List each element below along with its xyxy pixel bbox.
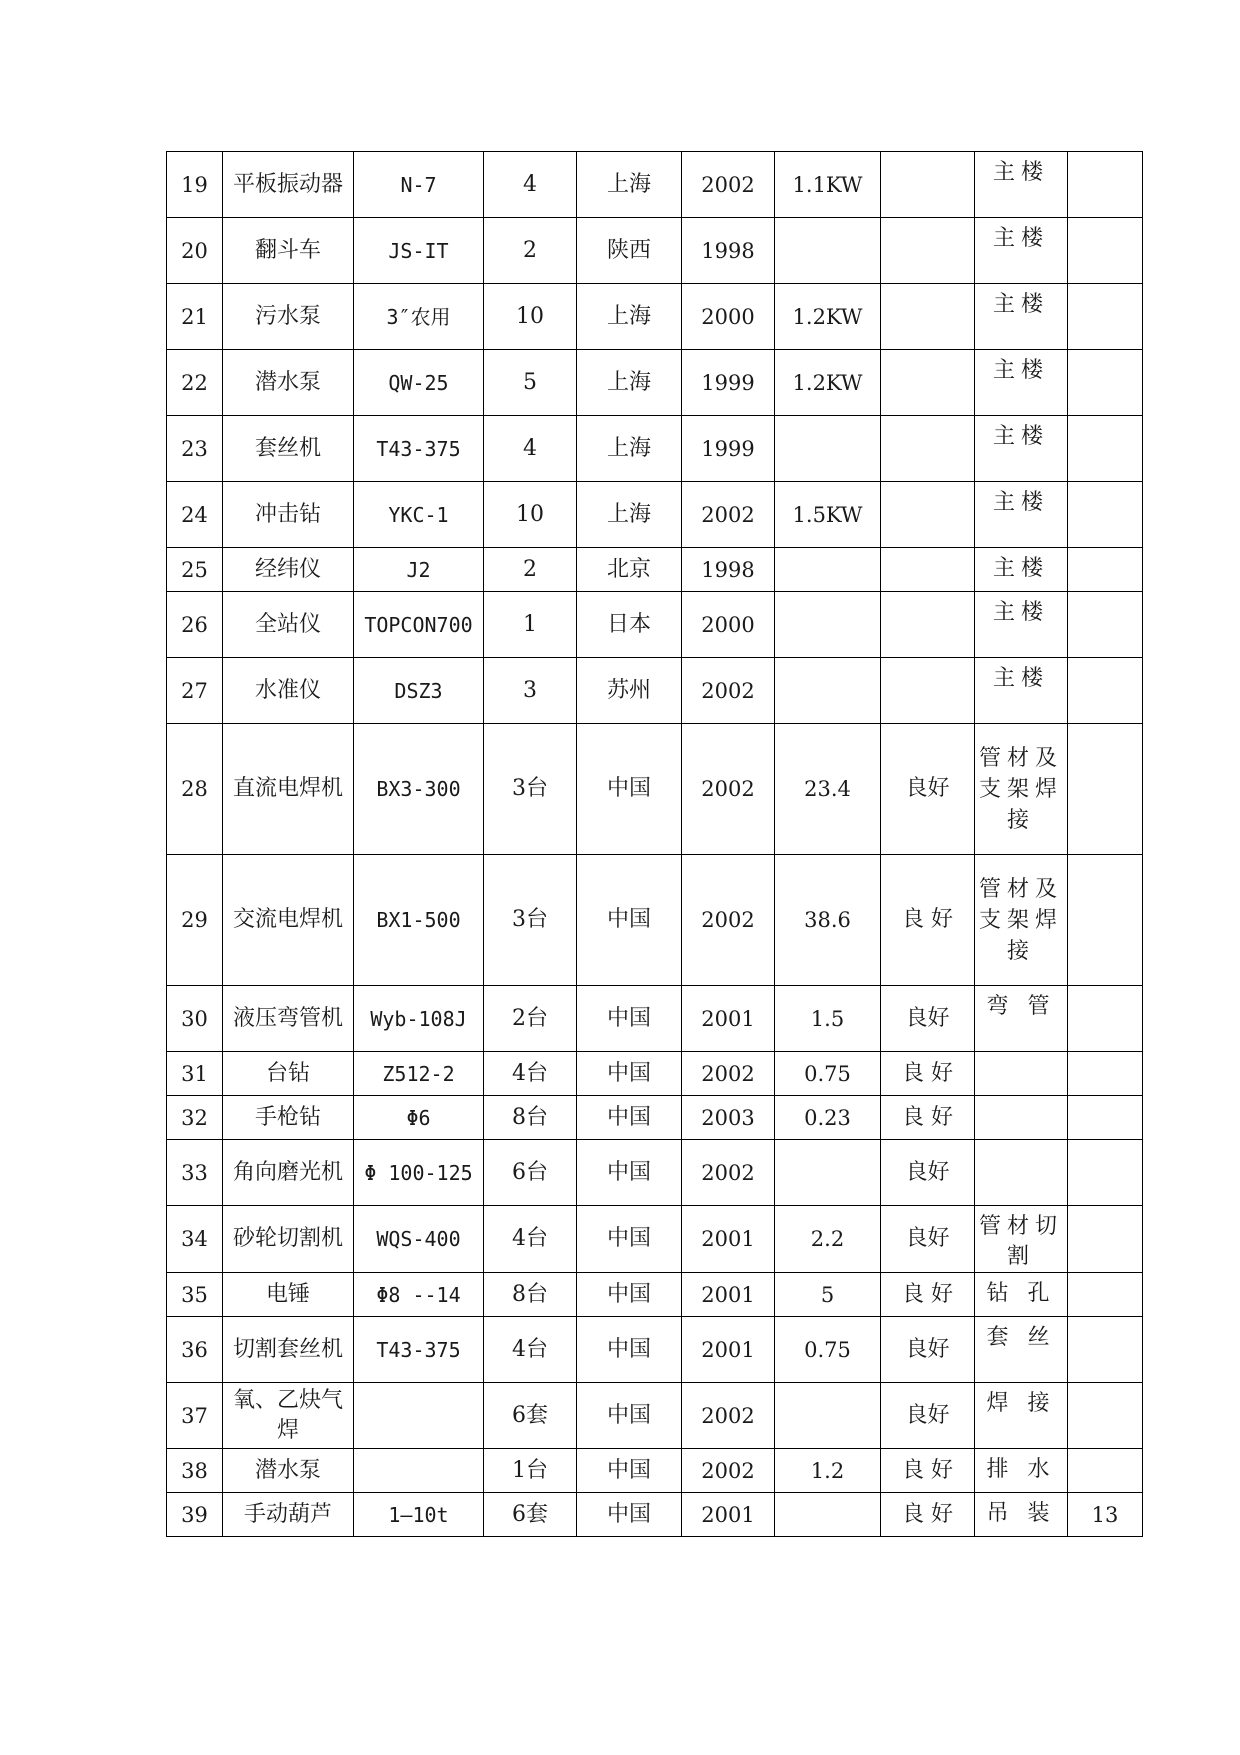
- condition-cell: 良 好: [881, 1273, 975, 1317]
- origin-cell: 中国: [577, 1096, 682, 1140]
- condition-cell: 良 好: [881, 1096, 975, 1140]
- model-spec-cell: QW-25: [354, 350, 484, 416]
- table-row: [167, 1206, 1143, 1273]
- equipment-name-cell: 冲击钻: [223, 482, 354, 548]
- condition-cell: [881, 416, 975, 482]
- usage-location-cell: 主楼: [975, 592, 1068, 658]
- usage-location-cell: 主楼: [975, 482, 1068, 548]
- condition-cell: [881, 350, 975, 416]
- note-cell: [1068, 1317, 1143, 1383]
- year-cell: 2001: [682, 1493, 775, 1537]
- power-cell: 38.6: [775, 855, 881, 986]
- model-spec-cell: T43-375: [354, 416, 484, 482]
- power-cell: 1.2KW: [775, 350, 881, 416]
- usage-location-cell: 焊 接: [975, 1383, 1068, 1449]
- power-cell: [775, 1383, 881, 1449]
- note-cell: [1068, 1383, 1143, 1449]
- table-row: [167, 855, 1143, 986]
- equipment-name-cell: 砂轮切割机: [223, 1206, 354, 1273]
- quantity-cell: 3台: [484, 855, 577, 986]
- condition-cell: [881, 548, 975, 592]
- model-spec-cell: WQS-400: [354, 1206, 484, 1273]
- usage-location-cell: 主楼: [975, 658, 1068, 724]
- equipment-name-cell: 水准仪: [223, 658, 354, 724]
- table-row: [167, 152, 1143, 218]
- note-cell: [1068, 1449, 1143, 1493]
- year-cell: 2002: [682, 482, 775, 548]
- usage-location-cell: 套 丝: [975, 1317, 1068, 1383]
- origin-cell: 上海: [577, 482, 682, 548]
- table-row: [167, 482, 1143, 548]
- equipment-name-cell: 手动葫芦: [223, 1493, 354, 1537]
- item-number-cell: 29: [167, 855, 223, 986]
- note-cell: [1068, 658, 1143, 724]
- usage-location-cell: 主楼: [975, 284, 1068, 350]
- table-row: [167, 416, 1143, 482]
- table-row: [167, 350, 1143, 416]
- usage-location-cell: 主楼: [975, 548, 1068, 592]
- equipment-name-cell: 潜水泵: [223, 1449, 354, 1493]
- origin-cell: 中国: [577, 1383, 682, 1449]
- table-row: [167, 592, 1143, 658]
- usage-location-cell: 主楼: [975, 218, 1068, 284]
- equipment-name-cell: 平板振动器: [223, 152, 354, 218]
- table-row: [167, 1493, 1143, 1537]
- origin-cell: 陕西: [577, 218, 682, 284]
- condition-cell: [881, 658, 975, 724]
- condition-cell: 良 好: [881, 1449, 975, 1493]
- note-cell: 13: [1068, 1493, 1143, 1537]
- usage-location-cell: 主楼: [975, 416, 1068, 482]
- usage-location-cell: [975, 1140, 1068, 1206]
- origin-cell: 中国: [577, 1493, 682, 1537]
- note-cell: [1068, 724, 1143, 855]
- year-cell: 2002: [682, 855, 775, 986]
- origin-cell: 中国: [577, 986, 682, 1052]
- usage-location-cell: 主楼: [975, 350, 1068, 416]
- note-cell: [1068, 1273, 1143, 1317]
- quantity-cell: 8台: [484, 1273, 577, 1317]
- power-cell: [775, 1493, 881, 1537]
- note-cell: [1068, 548, 1143, 592]
- year-cell: 1998: [682, 218, 775, 284]
- origin-cell: 中国: [577, 855, 682, 986]
- year-cell: 2002: [682, 1383, 775, 1449]
- item-number-cell: 21: [167, 284, 223, 350]
- origin-cell: 北京: [577, 548, 682, 592]
- power-cell: 1.5: [775, 986, 881, 1052]
- equipment-name-cell: 氧、乙炔气焊: [223, 1383, 354, 1449]
- table-row: [167, 1317, 1143, 1383]
- model-spec-cell: YKC-1: [354, 482, 484, 548]
- equipment-name-cell: 全站仪: [223, 592, 354, 658]
- table-row: [167, 724, 1143, 855]
- condition-cell: [881, 482, 975, 548]
- model-spec-cell: T43-375: [354, 1317, 484, 1383]
- note-cell: [1068, 1140, 1143, 1206]
- item-number-cell: 32: [167, 1096, 223, 1140]
- origin-cell: 中国: [577, 1449, 682, 1493]
- condition-cell: [881, 592, 975, 658]
- equipment-name-cell: 交流电焊机: [223, 855, 354, 986]
- table-row: [167, 1449, 1143, 1493]
- item-number-cell: 20: [167, 218, 223, 284]
- quantity-cell: 1: [484, 592, 577, 658]
- power-cell: [775, 658, 881, 724]
- model-spec-cell: N-7: [354, 152, 484, 218]
- equipment-name-cell: 手枪钻: [223, 1096, 354, 1140]
- power-cell: 23.4: [775, 724, 881, 855]
- note-cell: [1068, 416, 1143, 482]
- model-spec-cell: BX3-300: [354, 724, 484, 855]
- item-number-cell: 25: [167, 548, 223, 592]
- item-number-cell: 24: [167, 482, 223, 548]
- year-cell: 2002: [682, 724, 775, 855]
- power-cell: 1.5KW: [775, 482, 881, 548]
- model-spec-cell: J2: [354, 548, 484, 592]
- quantity-cell: 2: [484, 218, 577, 284]
- origin-cell: 中国: [577, 1317, 682, 1383]
- note-cell: [1068, 1206, 1143, 1273]
- quantity-cell: 2: [484, 548, 577, 592]
- condition-cell: 良好: [881, 1140, 975, 1206]
- note-cell: [1068, 1096, 1143, 1140]
- origin-cell: 上海: [577, 350, 682, 416]
- origin-cell: 中国: [577, 1206, 682, 1273]
- item-number-cell: 30: [167, 986, 223, 1052]
- usage-location-cell: 管材切割: [975, 1206, 1068, 1273]
- item-number-cell: 37: [167, 1383, 223, 1449]
- model-spec-cell: BX1-500: [354, 855, 484, 986]
- table-row: [167, 1140, 1143, 1206]
- note-cell: [1068, 152, 1143, 218]
- note-cell: [1068, 592, 1143, 658]
- table-row: [167, 218, 1143, 284]
- condition-cell: [881, 218, 975, 284]
- quantity-cell: 4台: [484, 1206, 577, 1273]
- year-cell: 2002: [682, 1449, 775, 1493]
- condition-cell: 良 好: [881, 1493, 975, 1537]
- condition-cell: 良好: [881, 1383, 975, 1449]
- table-row: [167, 548, 1143, 592]
- item-number-cell: 26: [167, 592, 223, 658]
- power-cell: 2.2: [775, 1206, 881, 1273]
- equipment-name-cell: 电锤: [223, 1273, 354, 1317]
- model-spec-cell: TOPCON700: [354, 592, 484, 658]
- year-cell: 2000: [682, 592, 775, 658]
- quantity-cell: 4台: [484, 1317, 577, 1383]
- model-spec-cell: Φ6: [354, 1096, 484, 1140]
- usage-location-cell: 弯 管: [975, 986, 1068, 1052]
- year-cell: 2000: [682, 284, 775, 350]
- power-cell: 1.2KW: [775, 284, 881, 350]
- note-cell: [1068, 1052, 1143, 1096]
- power-cell: [775, 592, 881, 658]
- condition-cell: 良好: [881, 724, 975, 855]
- power-cell: [775, 218, 881, 284]
- power-cell: 0.75: [775, 1052, 881, 1096]
- origin-cell: 上海: [577, 416, 682, 482]
- model-spec-cell: [354, 1383, 484, 1449]
- model-spec-cell: [354, 1449, 484, 1493]
- origin-cell: 中国: [577, 1052, 682, 1096]
- usage-location-cell: [975, 1052, 1068, 1096]
- year-cell: 1999: [682, 416, 775, 482]
- item-number-cell: 38: [167, 1449, 223, 1493]
- power-cell: 0.23: [775, 1096, 881, 1140]
- item-number-cell: 39: [167, 1493, 223, 1537]
- year-cell: 2002: [682, 152, 775, 218]
- equipment-name-cell: 潜水泵: [223, 350, 354, 416]
- item-number-cell: 22: [167, 350, 223, 416]
- table-row: [167, 658, 1143, 724]
- table-row: [167, 1052, 1143, 1096]
- note-cell: [1068, 986, 1143, 1052]
- equipment-name-cell: 污水泵: [223, 284, 354, 350]
- model-spec-cell: Φ 100-125: [354, 1140, 484, 1206]
- usage-location-cell: [975, 1096, 1068, 1140]
- table-row: [167, 1383, 1143, 1449]
- power-cell: 1.1KW: [775, 152, 881, 218]
- year-cell: 2002: [682, 658, 775, 724]
- quantity-cell: 8台: [484, 1096, 577, 1140]
- quantity-cell: 1台: [484, 1449, 577, 1493]
- origin-cell: 日本: [577, 592, 682, 658]
- equipment-table-body: [167, 152, 1143, 1537]
- item-number-cell: 28: [167, 724, 223, 855]
- condition-cell: 良 好: [881, 1052, 975, 1096]
- equipment-table: [166, 151, 1143, 1537]
- item-number-cell: 31: [167, 1052, 223, 1096]
- year-cell: 1999: [682, 350, 775, 416]
- year-cell: 2003: [682, 1096, 775, 1140]
- item-number-cell: 35: [167, 1273, 223, 1317]
- equipment-name-cell: 直流电焊机: [223, 724, 354, 855]
- quantity-cell: 6台: [484, 1140, 577, 1206]
- quantity-cell: 6套: [484, 1493, 577, 1537]
- usage-location-cell: 排 水: [975, 1449, 1068, 1493]
- condition-cell: 良好: [881, 1317, 975, 1383]
- note-cell: [1068, 284, 1143, 350]
- usage-location-cell: 主楼: [975, 152, 1068, 218]
- year-cell: 2002: [682, 1140, 775, 1206]
- condition-cell: [881, 284, 975, 350]
- power-cell: 5: [775, 1273, 881, 1317]
- equipment-name-cell: 液压弯管机: [223, 986, 354, 1052]
- note-cell: [1068, 350, 1143, 416]
- year-cell: 2001: [682, 1317, 775, 1383]
- equipment-name-cell: 台钻: [223, 1052, 354, 1096]
- equipment-name-cell: 切割套丝机: [223, 1317, 354, 1383]
- power-cell: [775, 1140, 881, 1206]
- table-row: [167, 1096, 1143, 1140]
- year-cell: 2001: [682, 1206, 775, 1273]
- equipment-name-cell: 套丝机: [223, 416, 354, 482]
- quantity-cell: 2台: [484, 986, 577, 1052]
- power-cell: 1.2: [775, 1449, 881, 1493]
- note-cell: [1068, 218, 1143, 284]
- origin-cell: 上海: [577, 152, 682, 218]
- origin-cell: 上海: [577, 284, 682, 350]
- equipment-name-cell: 翻斗车: [223, 218, 354, 284]
- usage-location-cell: 管材及支架焊接: [975, 724, 1068, 855]
- quantity-cell: 5: [484, 350, 577, 416]
- year-cell: 2001: [682, 1273, 775, 1317]
- model-spec-cell: DSZ3: [354, 658, 484, 724]
- quantity-cell: 10: [484, 284, 577, 350]
- quantity-cell: 10: [484, 482, 577, 548]
- model-spec-cell: Z512-2: [354, 1052, 484, 1096]
- model-spec-cell: 1—10t: [354, 1493, 484, 1537]
- quantity-cell: 6套: [484, 1383, 577, 1449]
- usage-location-cell: 管材及支架焊接: [975, 855, 1068, 986]
- equipment-name-cell: 角向磨光机: [223, 1140, 354, 1206]
- usage-location-cell: 吊 装: [975, 1493, 1068, 1537]
- quantity-cell: 3: [484, 658, 577, 724]
- year-cell: 2002: [682, 1052, 775, 1096]
- item-number-cell: 36: [167, 1317, 223, 1383]
- usage-location-cell: 钻 孔: [975, 1273, 1068, 1317]
- condition-cell: 良好: [881, 1206, 975, 1273]
- note-cell: [1068, 482, 1143, 548]
- model-spec-cell: Φ8 --14: [354, 1273, 484, 1317]
- quantity-cell: 4台: [484, 1052, 577, 1096]
- model-spec-cell: 3″农用: [354, 284, 484, 350]
- origin-cell: 中国: [577, 1273, 682, 1317]
- quantity-cell: 4: [484, 416, 577, 482]
- power-cell: [775, 548, 881, 592]
- quantity-cell: 4: [484, 152, 577, 218]
- power-cell: [775, 416, 881, 482]
- year-cell: 1998: [682, 548, 775, 592]
- year-cell: 2001: [682, 986, 775, 1052]
- power-cell: 0.75: [775, 1317, 881, 1383]
- condition-cell: 良好: [881, 986, 975, 1052]
- note-cell: [1068, 855, 1143, 986]
- table-row: [167, 986, 1143, 1052]
- origin-cell: 中国: [577, 724, 682, 855]
- table-row: [167, 1273, 1143, 1317]
- quantity-cell: 3台: [484, 724, 577, 855]
- model-spec-cell: Wyb-108J: [354, 986, 484, 1052]
- model-spec-cell: JS-IT: [354, 218, 484, 284]
- table-row: [167, 284, 1143, 350]
- equipment-name-cell: 经纬仪: [223, 548, 354, 592]
- item-number-cell: 19: [167, 152, 223, 218]
- origin-cell: 中国: [577, 1140, 682, 1206]
- origin-cell: 苏州: [577, 658, 682, 724]
- item-number-cell: 33: [167, 1140, 223, 1206]
- item-number-cell: 27: [167, 658, 223, 724]
- item-number-cell: 23: [167, 416, 223, 482]
- condition-cell: 良 好: [881, 855, 975, 986]
- condition-cell: [881, 152, 975, 218]
- item-number-cell: 34: [167, 1206, 223, 1273]
